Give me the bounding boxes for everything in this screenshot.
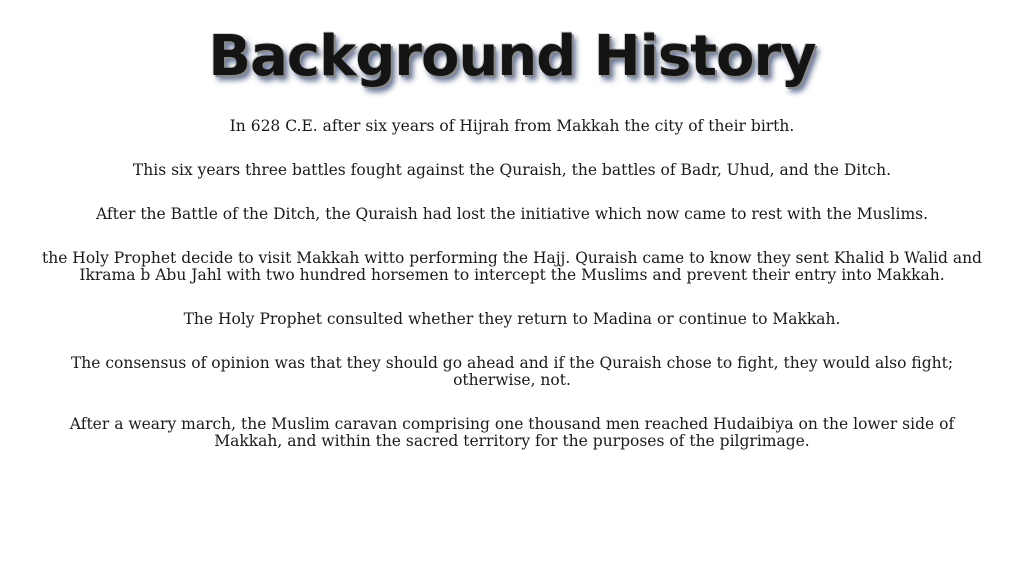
paragraph-hijrah: In 628 C.E. after six years of Hijrah from Makkah the city of their birth. — [229, 117, 795, 135]
paragraph-visit-makkah: the Holy Prophet decide to visit Makkah witto performing the Hajj. Quraish came to know they sent Khalid b Walid and Ikrama b Abu Jahl with two hundred horsemen to intercept the Muslims and prevent their entry into Makkah. — [42, 249, 982, 284]
paragraph-hudaibiya: After a weary march, the Muslim caravan comprising one thousand men reached Hudaibiya on the lower side of Makkah, and within the sacred territory for the purposes of the pilgrimage. — [69, 415, 955, 450]
paragraph-battles: This six years three battles fought against the Quraish, the battles of Badr, Uhud, and the Ditch. — [132, 161, 892, 179]
slide-title: Background History — [208, 24, 816, 89]
paragraph-consultation: The Holy Prophet consulted whether they return to Madina or continue to Makkah. — [183, 310, 841, 328]
paragraph-ditch: After the Battle of the Ditch, the Quraish had lost the initiative which now came to rest with the Muslims. — [95, 205, 929, 223]
slide-body — [36, 118, 988, 477]
paragraph-consensus: The consensus of opinion was that they should go ahead and if the Quraish chose to fight, they would also fight; otherwise, not. — [70, 354, 954, 389]
